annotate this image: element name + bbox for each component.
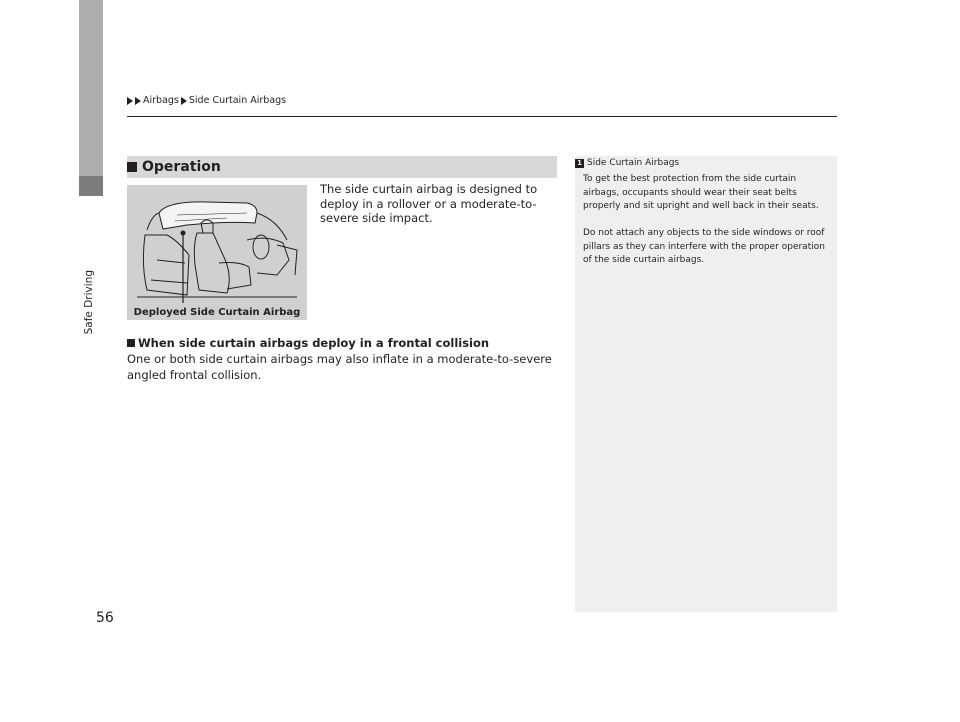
breadcrumb-arrow-icon [127,97,133,105]
subheading-square-icon [127,339,135,347]
note-header [575,158,679,168]
section-title: Operation [142,159,221,175]
header-rule [127,116,837,117]
breadcrumb-item[interactable]: Side Curtain Airbags [188,95,287,106]
chapter-tab-marker [79,176,103,196]
chapter-label: Safe Driving [83,270,95,335]
car-interior-icon [127,185,307,305]
breadcrumb-item[interactable]: Airbags [143,95,179,106]
illustration-caption: Deployed Side Curtain Airbag [133,307,301,318]
subheading [127,336,489,350]
section-square-icon [127,162,137,172]
breadcrumb-arrow-icon [135,97,141,105]
section-header [127,156,557,178]
sidebar-note [575,156,837,612]
page-number: 56 [96,610,114,626]
chapter-tab [79,0,103,196]
subheading-text: When side curtain airbags deploy in a frontal collision [138,336,490,350]
airbag-illustration [127,185,307,320]
note-title: Side Curtain Airbags [587,158,680,168]
note-number-badge: 1 [575,159,584,168]
note-paragraph: Do not attach any objects to the side windows or roof pillars as they can interfere with the proper operation of the side curtain airbags. [583,228,825,265]
note-paragraph: To get the best protection from the side curtain airbags, occupants should wear their seat belts properly and sit upright and well back in their seats. [583,174,819,211]
breadcrumb [127,95,286,106]
body-paragraph: One or both side curtain airbags may also inflate in a moderate-to-severe angled frontal collision. [127,352,552,382]
breadcrumb-arrow-icon [181,97,187,105]
intro-paragraph: The side curtain airbag is designed to deploy in a rollover or a moderate-to-severe side impact. [320,182,538,225]
